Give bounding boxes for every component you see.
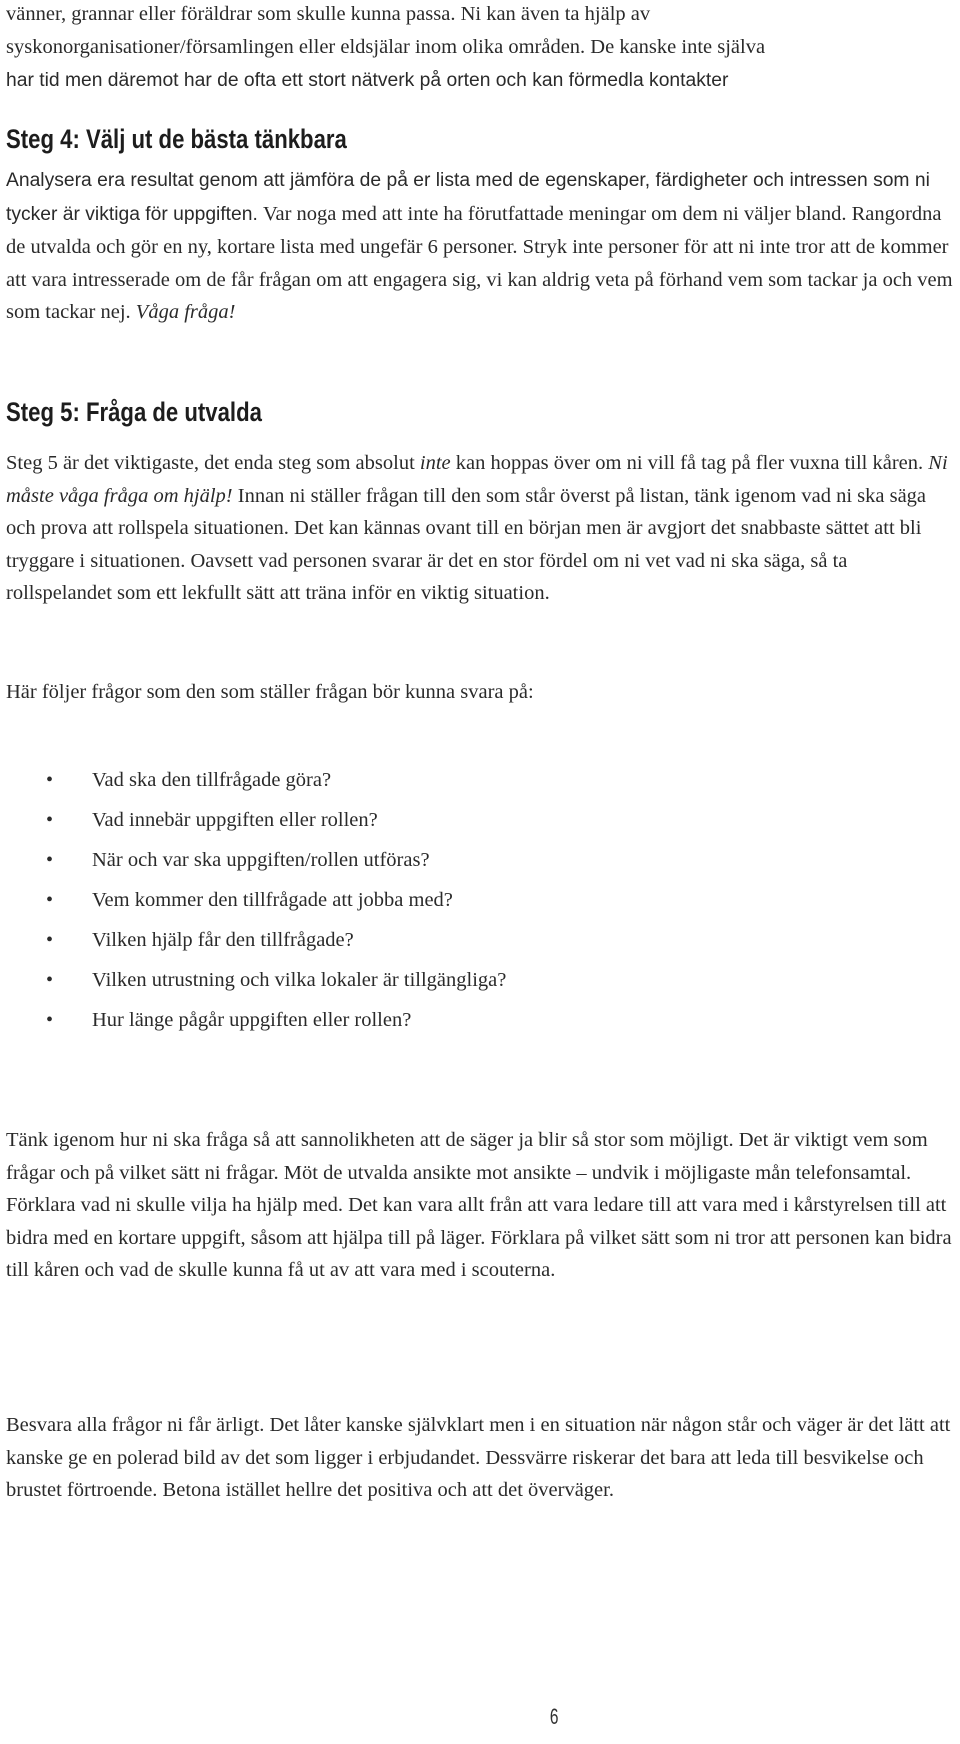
list-item bbox=[6, 880, 906, 920]
bullet-icon: • bbox=[46, 849, 54, 871]
list-item-text: När och var ska uppgiften/rollen utföras? bbox=[92, 849, 430, 871]
step4-italic-end: Våga fråga! bbox=[135, 301, 236, 323]
questions-intro: Här följer frågor som den som ställer frågan bör kunna svara på: bbox=[6, 681, 534, 703]
bullet-icon: • bbox=[46, 809, 54, 831]
list-item bbox=[6, 960, 906, 1000]
list-item-text: Vilken hjälp får den tillfrågade? bbox=[92, 929, 354, 951]
step4-serif-text: Var noga med att inte ha förutfattade meningar om dem ni väljer bland. Rangordna de utvalda och gör en ny, kortare lista med ungefär 6 personer. Stryk inte personer för att ni inte tror att de kommer att vara intresserade om de får frågan om att engagera sig, vi kan aldrig veta på förhand vem som tackar ja och vem som tackar nej. bbox=[6, 202, 953, 323]
bullet-icon: • bbox=[46, 1009, 54, 1031]
step4-heading: Steg 4: Välj ut de bästa tänkbara bbox=[6, 124, 347, 154]
step5-text-a: Steg 5 är det viktigaste, det enda steg som absolut bbox=[6, 452, 415, 474]
paragraph-answer: Besvara alla frågor ni får ärligt. Det låter kanske självklart men i en situation när någon står och väger är det lätt att kanske ge en polerad bild av det som ligger i erbjudandet. Dessvärre riskerar det bara att leda till besvikelse och brustet förtroende. Betona istället hellre det positiva och att det överväger. bbox=[6, 1414, 951, 1501]
list-item bbox=[6, 800, 906, 840]
list-item-text: Vem kommer den tillfrågade att jobba med? bbox=[92, 889, 453, 911]
list-item-text: Vad ska den tillfrågade göra? bbox=[92, 769, 332, 791]
list-item-text: Vad innebär uppgiften eller rollen? bbox=[92, 809, 378, 831]
paragraph-contacts bbox=[6, 0, 958, 97]
step4-sans-text: Analysera era resultat genom att jämföra de på er lista med de egenskaper, färdigheter och intressen som ni tycker är viktiga för uppgiften. bbox=[6, 170, 930, 225]
contacts-line-2: syskonorganisationer/församlingen eller eldsjälar inom olika områden. De kanske inte själva bbox=[6, 36, 766, 58]
list-item-text: Vilken utrustning och vilka lokaler är tillgängliga? bbox=[92, 969, 507, 991]
step5-italic-a: inte bbox=[419, 452, 451, 474]
step5-italic-b: Ni måste våga fråga om hjälp! bbox=[6, 452, 948, 507]
contacts-line-3: har tid men däremot har de ofta ett stort nätverk på orten och kan förmedla kontakter bbox=[6, 70, 729, 91]
step5-text-b: kan hoppas över om ni vill få tag på fler vuxna till kåren. bbox=[455, 452, 924, 474]
step5-text-c: Innan ni ställer frågan till den som står överst på listan, tänk igenom vad ni ska säga och prova att rollspela situationen. Det kan kännas ovant till en början men är avgjort det snabbaste sättet att bli tryggare i situationen. Oavsett vad personen svarar är det en stor fördel om ni vet vad ni ska säga, så ta rollspelandet som ett lekfullt sätt att träna inför en viktig situation. bbox=[6, 484, 927, 604]
step5-heading: Steg 5: Fråga de utvalda bbox=[6, 397, 262, 427]
bullet-icon: • bbox=[46, 769, 54, 791]
bullet-icon: • bbox=[46, 889, 54, 911]
page-number: 6 bbox=[549, 1704, 559, 1729]
bullet-icon: • bbox=[46, 929, 54, 951]
list-item bbox=[6, 1000, 906, 1040]
step5-paragraph bbox=[6, 447, 958, 610]
list-item-text: Hur länge pågår uppgiften eller rollen? bbox=[92, 1009, 412, 1031]
list-item bbox=[6, 920, 906, 960]
document-page bbox=[6, 0, 960, 1744]
contacts-line-1: vänner, grannar eller föräldrar som skulle kunna passa. Ni kan även ta hjälp av bbox=[6, 3, 651, 25]
bullet-icon: • bbox=[46, 969, 54, 991]
list-item bbox=[6, 760, 906, 800]
list-item bbox=[6, 840, 906, 880]
paragraph-think: Tänk igenom hur ni ska fråga så att sannolikheten att de säger ja blir så stor som möjligt. Det är viktigt vem som frågar och på vilket sätt ni frågar. Möt de utvalda ansikte mot ansikte – undvik i möjligaste mån telefonsamtal. Förklara vad ni skulle vilja ha hjälp med. Det kan vara allt från att vara ledare till att vara med i kårstyrelsen till att bidra med en kortare uppgift, såsom att hjälpa till på läger. Förklara på vilket sätt som ni tror att personen kan bidra till kåren och vad de skulle kunna få ut av att vara med i scouterna. bbox=[6, 1129, 952, 1281]
step4-paragraph bbox=[6, 164, 958, 329]
questions-list bbox=[6, 760, 906, 1040]
